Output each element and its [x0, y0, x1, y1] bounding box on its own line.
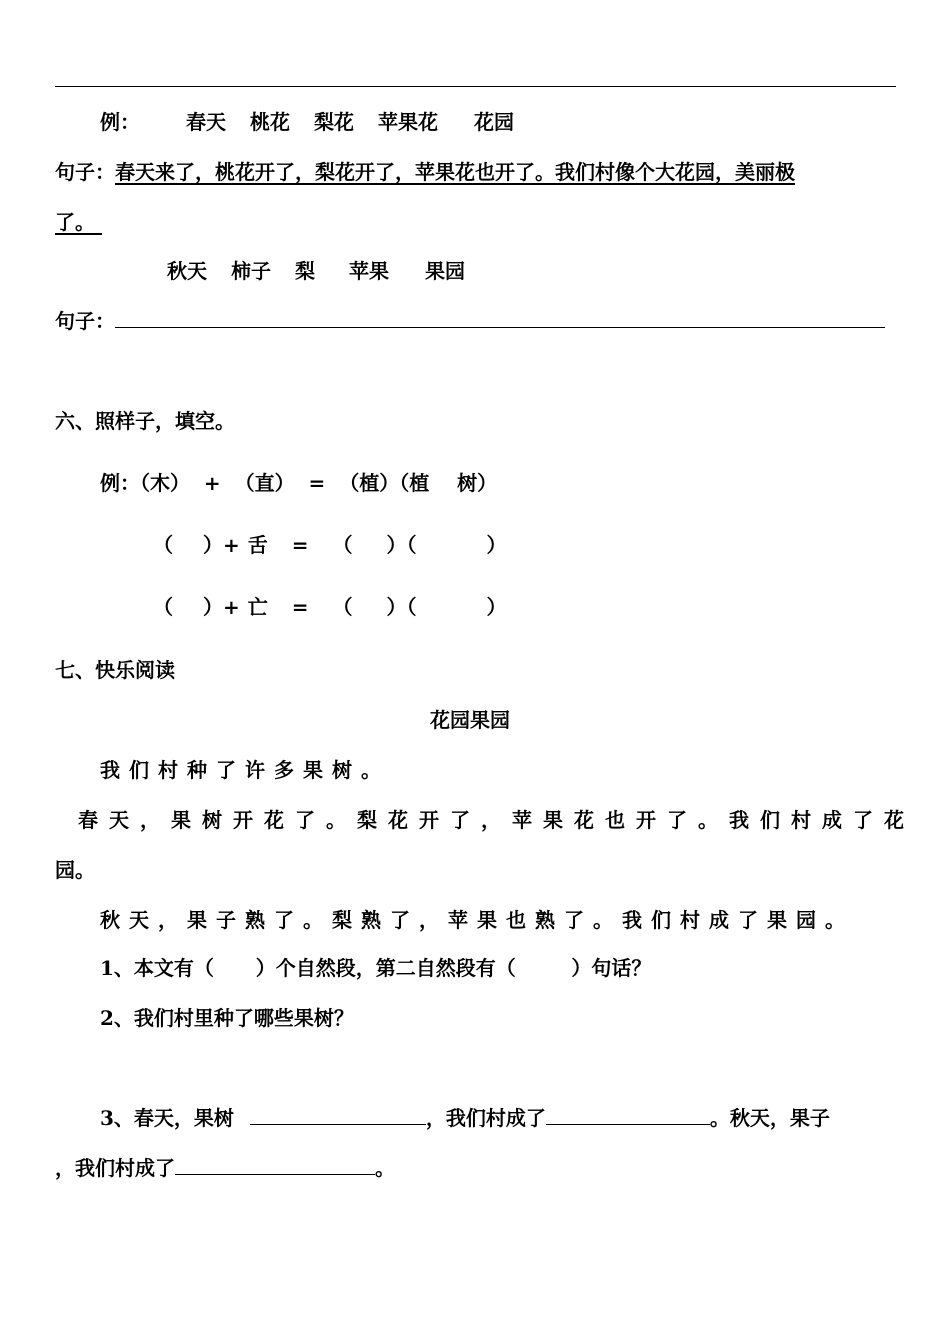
- fill-blank[interactable]: [353, 596, 387, 614]
- sentence-label: 句子：: [55, 160, 115, 184]
- example-word: 苹果花: [378, 110, 438, 134]
- task-word: 柿子: [231, 259, 271, 283]
- task-word: 果园: [425, 259, 465, 283]
- example-prefix: 例：: [100, 110, 140, 134]
- example-word-row: [100, 110, 514, 134]
- answer-blank[interactable]: [546, 1106, 710, 1125]
- passage-title: 花园果园: [430, 708, 510, 732]
- fill-row-2: （ ）+ 亡 = （ ）（ ）: [153, 595, 507, 619]
- question-1: 1、本文有（ ）个自然段，第二自然段有（ ）句话？: [100, 956, 652, 980]
- task-word: 梨: [295, 259, 315, 283]
- example-word: 梨花: [314, 110, 354, 134]
- fill-blank[interactable]: [417, 596, 487, 614]
- passage-para2-end: 园。: [55, 858, 95, 882]
- fill-blank[interactable]: [173, 596, 203, 614]
- example-word: 花园: [474, 110, 514, 134]
- example-word: 春天: [186, 110, 226, 134]
- passage-para3: 秋天，果子熟了。梨熟了，苹果也熟了。我们村成了果园。: [100, 908, 854, 932]
- given-char: 舌: [247, 533, 268, 557]
- section7-title: 七、快乐阅读: [55, 658, 175, 682]
- task-sentence-row: [55, 309, 885, 333]
- example-word: 桃花: [250, 110, 290, 134]
- task-word: 苹果: [349, 259, 389, 283]
- answer-blank[interactable]: [175, 1156, 375, 1175]
- example-sentence-line1: [55, 160, 795, 184]
- question-3-line2: ，我们村成了 。: [55, 1156, 395, 1180]
- question-3-line1: 3、春天，果树 ，我们村成了 。秋天，果子: [100, 1106, 830, 1130]
- example-sentence-end: 了。: [55, 210, 95, 234]
- fill-blank[interactable]: [353, 534, 387, 552]
- section6-title: 六、照样子，填空。: [55, 409, 235, 433]
- task-word-row: [167, 259, 465, 283]
- sentence-label: 句子：: [55, 309, 115, 333]
- passage-para1: 我们村种了许多果树。: [100, 758, 390, 782]
- fill-row-1: （ ）+ 舌 = （ ）（ ）: [153, 533, 507, 557]
- answer-blank[interactable]: [250, 1106, 426, 1125]
- top-divider: [55, 86, 896, 87]
- task-word: 秋天: [167, 259, 207, 283]
- example-sentence: 春天来了，桃花开了，梨花开了，苹果花也开了。我们村像个大花园，美丽极: [115, 160, 795, 184]
- section6-example: 例：（木） + （直） = （植）（植 树）: [100, 471, 498, 495]
- fill-blank[interactable]: [417, 534, 487, 552]
- example-sentence-line2: [55, 210, 102, 234]
- question-2: 2、我们村里种了哪些果树？: [100, 1006, 354, 1030]
- given-char: 亡: [247, 595, 268, 619]
- sentence-answer-blank[interactable]: [115, 309, 885, 328]
- fill-blank[interactable]: [173, 534, 203, 552]
- passage-para2: 春天，果树开花了。梨花开了，苹果花也开了。我们村成了花: [78, 808, 915, 832]
